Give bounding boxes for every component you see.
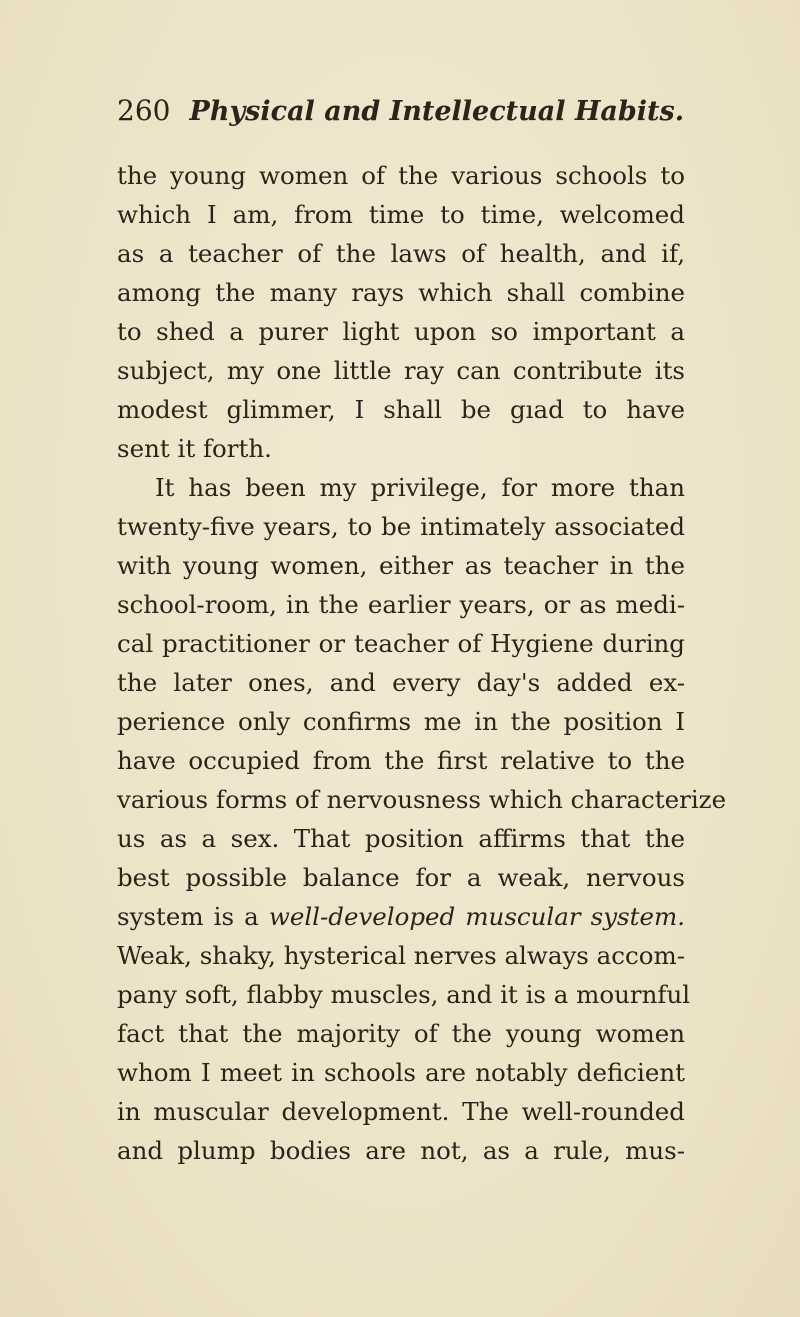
text-line: to shed a purer light upon so important a	[117, 317, 685, 346]
text-line: whom I meet in schools are notably deficient	[117, 1058, 685, 1087]
text-line: pany soft, flabby muscles, and it is a mournful	[117, 980, 691, 1009]
body-text	[117, 156, 727, 1170]
text-line: school-room, in the earlier years, or as medi-	[117, 590, 685, 619]
text-line: in muscular development. The well-rounded	[117, 1097, 685, 1126]
text-line: the young women of the various schools to	[117, 161, 685, 190]
text-line: It has been my privilege, for more than	[155, 473, 685, 502]
italic-emphasis: well-developed muscular system.	[268, 902, 685, 931]
text-line: which I am, from time to time, welcomed	[117, 200, 685, 229]
text-line: us as a sex. That position affirms that the	[117, 824, 685, 853]
text-line: the later ones, and every day's added ex-	[117, 668, 685, 697]
text-line-emphasis	[117, 897, 685, 936]
text-line: subject, my one little ray can contribute its	[117, 356, 685, 385]
text-line: twenty-five years, to be intimately associated	[117, 512, 685, 541]
text-line: modest glimmer, I shall be gıad to have	[117, 395, 685, 424]
text-line: sent it forth.	[117, 434, 272, 463]
text-line: perience only confirms me in the position I	[117, 707, 685, 736]
text-line: various forms of nervousness which characterize	[117, 785, 727, 814]
text-line: and plump bodies are not, as a rule, mus-	[117, 1136, 685, 1165]
running-title: Physical and Intellectual Habits.	[189, 96, 685, 127]
text-line: Weak, shaky, hysterical nerves always accom-	[117, 941, 685, 970]
text-line: among the many rays which shall combine	[117, 278, 685, 307]
page-header	[117, 94, 717, 134]
text-line: with young women, either as teacher in the	[117, 551, 685, 580]
text-line: cal practitioner or teacher of Hygiene during	[117, 629, 685, 658]
text-line: best possible balance for a weak, nervous	[117, 863, 685, 892]
page-number: 260	[117, 94, 171, 127]
text-line: fact that the majority of the young women	[117, 1019, 685, 1048]
text-fragment: system is a	[117, 902, 259, 931]
text-line: have occupied from the first relative to the	[117, 746, 685, 775]
text-line: as a teacher of the laws of health, and if,	[117, 239, 685, 268]
